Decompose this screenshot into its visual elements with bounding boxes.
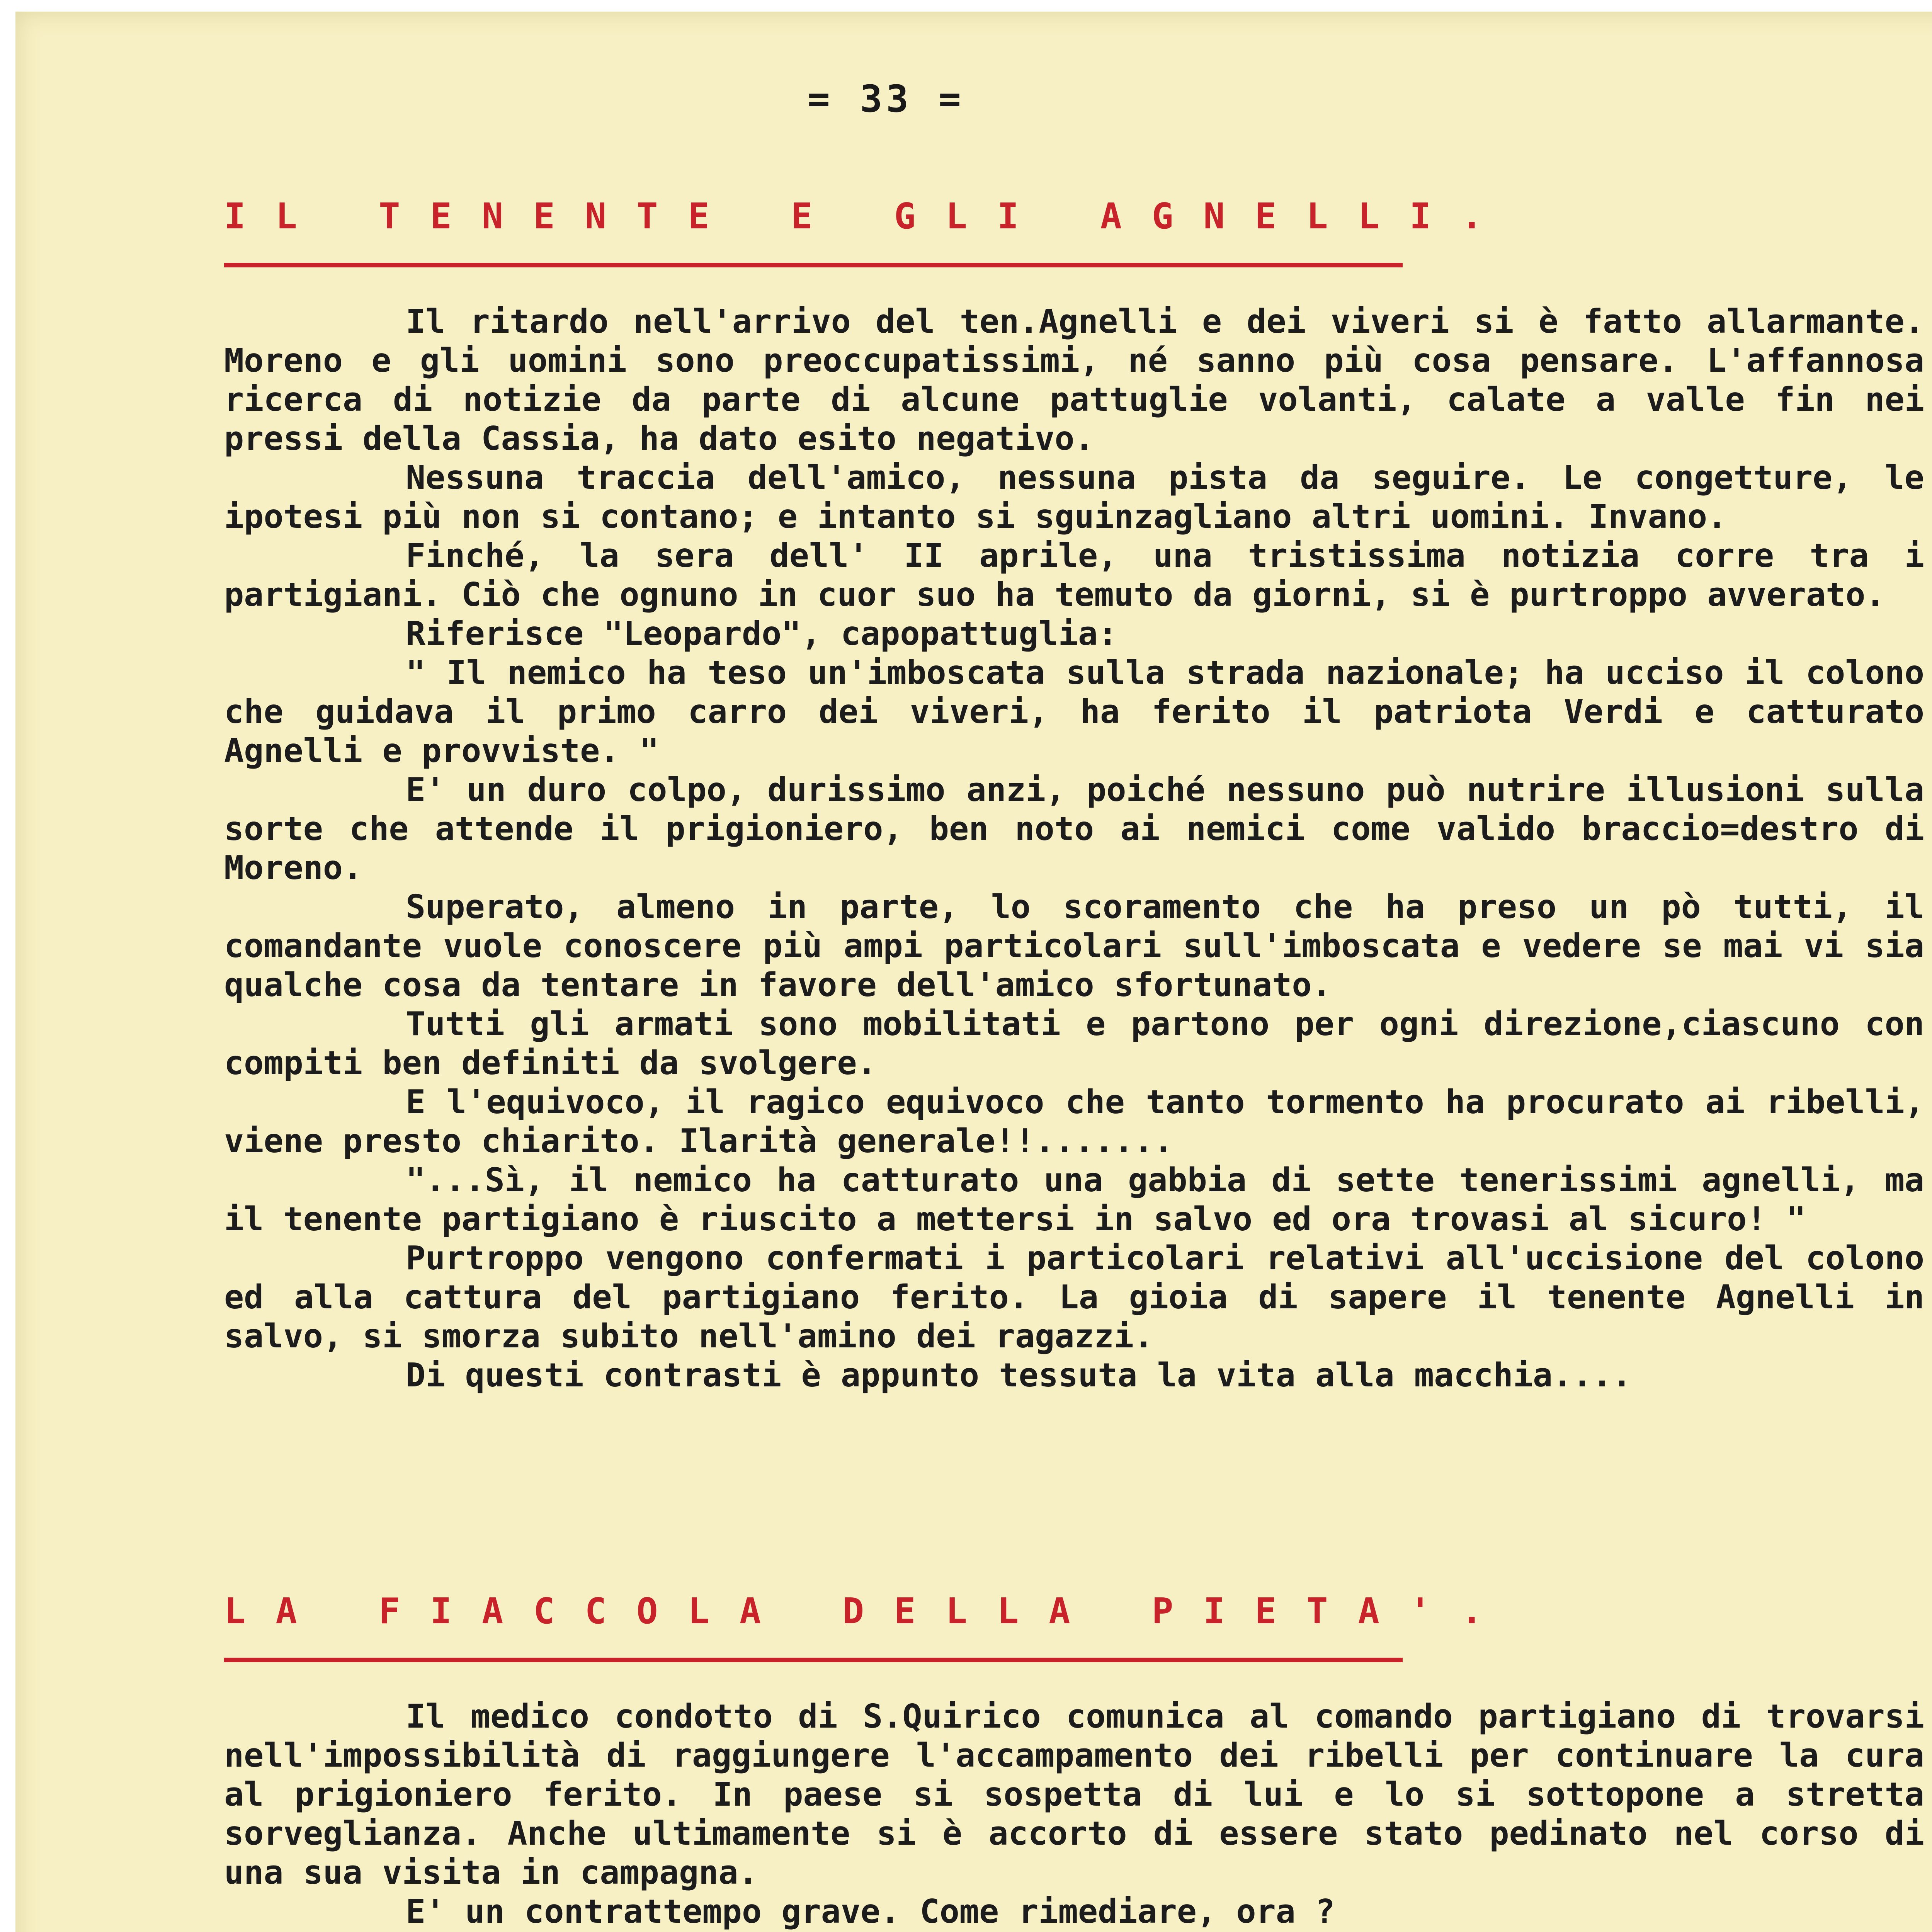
section-il-tenente <box>224 193 1924 1395</box>
paragraph: Finché, la sera dell' II aprile, una tristissima notizia corre tra i partigiani. Ciò che ognuno in cuor suo ha temuto da giorni, si è purtroppo avverato. <box>224 537 1924 614</box>
paragraph: Riferisce "Leopardo", capopattuglia: <box>406 615 1118 653</box>
paragraph: E' un duro colpo, durissimo anzi, poiché nessuno può nutrire illusioni sulla sorte che attende il prigioniero, ben noto ai nemici come valido braccio=destro di Moreno. <box>224 771 1924 887</box>
paragraph: E' un contrattempo grave. Come rimediare, ora ? <box>406 1893 1335 1931</box>
title-underline <box>224 1658 1403 1662</box>
page-number: = 33 = <box>808 77 965 121</box>
paragraph: Il ritardo nell'arrivo del ten.Agnelli e dei viveri si è fatto allarmante. Moreno e gli uomini sono preoccupatissimi, né sanno più cosa pensare. L'affannosa ricerca di notizie da parte di alcune pattuglie volanti, calate a valle fin nei pressi della Cassia, ha dato esito negativo. <box>224 303 1924 458</box>
paragraph: Purtroppo vengono confermati i particolari relativi all'uccisione del colono ed alla cattura del partigiano ferito. La gioia di sapere il tenente Agnelli in salvo, si smorza subito nell'amino dei ragazzi. <box>224 1239 1924 1355</box>
paragraph: " Il nemico ha teso un'imboscata sulla strada nazionale; ha ucciso il colono che guidava il primo carro dei viveri, ha ferito il patriota Verdi e catturato Agnelli e provviste. " <box>224 654 1924 770</box>
section-la-fiaccola <box>224 1588 1924 1932</box>
section-body <box>224 1697 1924 1932</box>
typewritten-page <box>15 12 1932 1932</box>
paragraph: Di questi contrasti è appunto tessuta la vita alla macchia.... <box>406 1356 1632 1395</box>
paragraph: Il medico condotto di S.Quirico comunica al comando partigiano di trovarsi nell'impossibilità di raggiungere l'accampamento dei ribelli per continuare la cura al prigioniero ferito. In paese si sospetta di lui e lo si sottopone a stretta sorveglianza. Anche ultimamente si è accorto di essere stato pedinato nel corso di una sua visita in campagna. <box>224 1697 1924 1892</box>
paragraph: E l'equivoco, il ragico equivoco che tanto tormento ha procurato ai ribelli, viene presto chiarito. Ilarità generale!!....... <box>224 1083 1924 1160</box>
paragraph: Nessuna traccia dell'amico, nessuna pista da seguire. Le congetture, le ipotesi più non si contano; e intanto si sguinzagliano altri uomini. Invano. <box>224 459 1924 536</box>
section-title: IL TENENTE E GLI AGNELLI. <box>224 196 1513 237</box>
section-title: LA FIACCOLA DELLA PIETA'. <box>224 1590 1513 1632</box>
paragraph: "...Sì, il nemico ha catturato una gabbia di sette tenerissimi agnelli, ma il tenente partigiano è riuscito a mettersi in salvo ed ora trovasi al sicuro! " <box>224 1161 1924 1238</box>
paragraph: Superato, almeno in parte, lo scoramento che ha preso un pò tutti, il comandante vuole conoscere più ampi particolari sull'imboscata e vedere se mai vi sia qualche cosa da tentare in favore dell'amico sfortunato. <box>224 888 1924 1004</box>
paragraph: Tutti gli armati sono mobilitati e partono per ogni direzione,ciascuno con compiti ben definiti da svolgere. <box>224 1005 1924 1082</box>
title-underline <box>224 263 1403 267</box>
section-body <box>224 302 1924 1395</box>
